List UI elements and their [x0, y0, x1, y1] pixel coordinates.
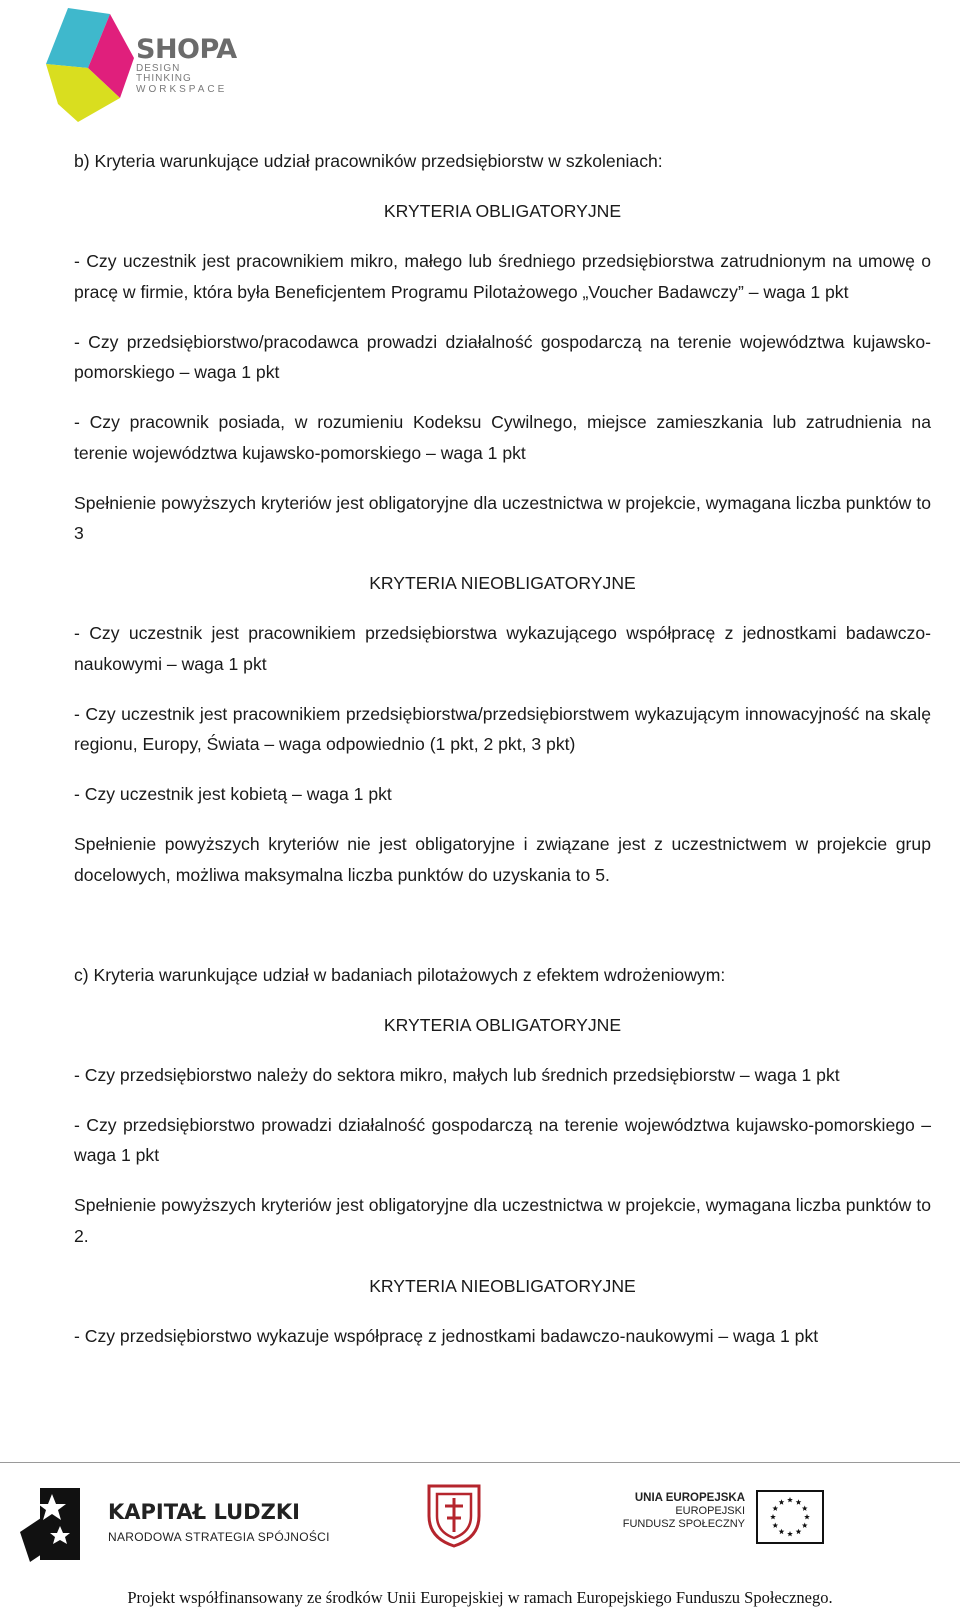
- section-c-mandatory-item-2: - Czy przedsiębiorstwo prowadzi działalność gospodarczą na terenie województwa kujawsko-pomorskiego – waga 1 pkt: [74, 1114, 931, 1165]
- eu-efs-label: [605, 1492, 745, 1531]
- eu-flag-icon: [756, 1490, 824, 1544]
- section-b-optional-item-3: - Czy uczestnik jest kobietą – waga 1 pkt: [74, 784, 392, 804]
- eu-label-line-2: EUROPEJSKI: [675, 1505, 745, 1517]
- section-c-optional-item-1: - Czy przedsiębiorstwo wykazuje współpracę z jednostkami badawczo-naukowymi – waga 1 pkt: [74, 1325, 819, 1346]
- section-b-mandatory-title: KRYTERIA OBLIGATORYJNE: [383, 201, 622, 221]
- logo-tagline-1: DESIGN THINKING: [136, 63, 192, 84]
- section-b-mandatory-item-1: - Czy uczestnik jest pracownikiem mikro, małego lub średniego przedsiębiorstwa zatrudnionym na umowę o pracę w firmie, która była Beneficjentem Programu Pilotażowego „Voucher Badawczy” – waga 1 pkt: [74, 251, 931, 302]
- logo-name: SHOPA: [136, 34, 237, 65]
- cofinancing-note: Projekt współfinansowany ze środków Unii Europejskiej w ramach Europejskiego Funduszu Społecznego.: [127, 1588, 833, 1607]
- shopa-hexagon-icon: [38, 6, 138, 126]
- section-b-optional-item-2: - Czy uczestnik jest pracownikiem przedsiębiorstwa/przedsiębiorstwem wykazującym innowacyjność na skalę regionu, Europy, Świata – waga odpowiednio (1 pkt, 2 pkt, 3 pkt): [74, 703, 931, 754]
- eu-label-line-1: UNIA EUROPEJSKA: [634, 1492, 745, 1504]
- section-b-heading: b) Kryteria warunkujące udział pracowników przedsiębiorstw w szkoleniach:: [74, 151, 663, 171]
- section-c-heading: c) Kryteria warunkujące udział w badaniach pilotażowych z efektem wdrożeniowym:: [74, 964, 726, 985]
- kapital-ludzki-subtitle: NARODOWA STRATEGIA SPÓJNOŚCI: [108, 1530, 330, 1544]
- kapital-ludzki-icon: [20, 1482, 82, 1564]
- section-c-optional-title: KRYTERIA NIEOBLIGATORYJNE: [369, 1275, 636, 1296]
- footer-divider: [0, 1462, 960, 1463]
- section-b-optional-summary: Spełnienie powyższych kryteriów nie jest obligatoryjne i związane jest z uczestnictwem w projekcie grup docelowych, możliwa maksymalna liczba punktów do uzyskania to 5.: [74, 834, 931, 885]
- document-body: [74, 146, 931, 1371]
- section-c-mandatory-title: KRYTERIA OBLIGATORYJNE: [383, 1014, 622, 1035]
- section-b-mandatory-item-3: - Czy pracownik posiada, w rozumieniu Kodeksu Cywilnego, miejsce zamieszkania lub zatrudnienia na terenie województwa kujawsko-pomorskiego – waga 1 pkt: [74, 412, 931, 463]
- section-c-mandatory-summary: Spełnienie powyższych kryteriów jest obligatoryjne dla uczestnictwa w projekcie, wymagana liczba punktów to 2.: [74, 1195, 931, 1246]
- footer-logos: [0, 1470, 960, 1570]
- section-b-optional-title: KRYTERIA NIEOBLIGATORYJNE: [369, 573, 636, 593]
- kapital-ludzki-title: KAPITAŁ LUDZKI: [108, 1500, 300, 1524]
- section-b-mandatory-item-2: - Czy przedsiębiorstwo/pracodawca prowadzi działalność gospodarczą na terenie województwa kujawsko-pomorskiego – waga 1 pkt: [74, 331, 931, 382]
- section-b-optional-item-1: - Czy uczestnik jest pracownikiem przedsiębiorstwa wykazującego współpracę z jednostkami badawczo-naukowymi – waga 1 pkt: [74, 623, 931, 674]
- regional-crest-icon: [425, 1482, 483, 1548]
- logo-tagline-2: WORKSPACE: [136, 84, 228, 95]
- section-b-mandatory-summary: Spełnienie powyższych kryteriów jest obligatoryjne dla uczestnictwa w projekcie, wymagana liczba punktów to 3: [74, 492, 931, 543]
- eu-label-line-3: FUNDUSZ SPOŁECZNY: [622, 1518, 745, 1530]
- section-c-mandatory-item-1: - Czy przedsiębiorstwo należy do sektora mikro, małych lub średnich przedsiębiorstw – waga 1 pkt: [74, 1064, 840, 1085]
- shopa-logo: [38, 6, 238, 126]
